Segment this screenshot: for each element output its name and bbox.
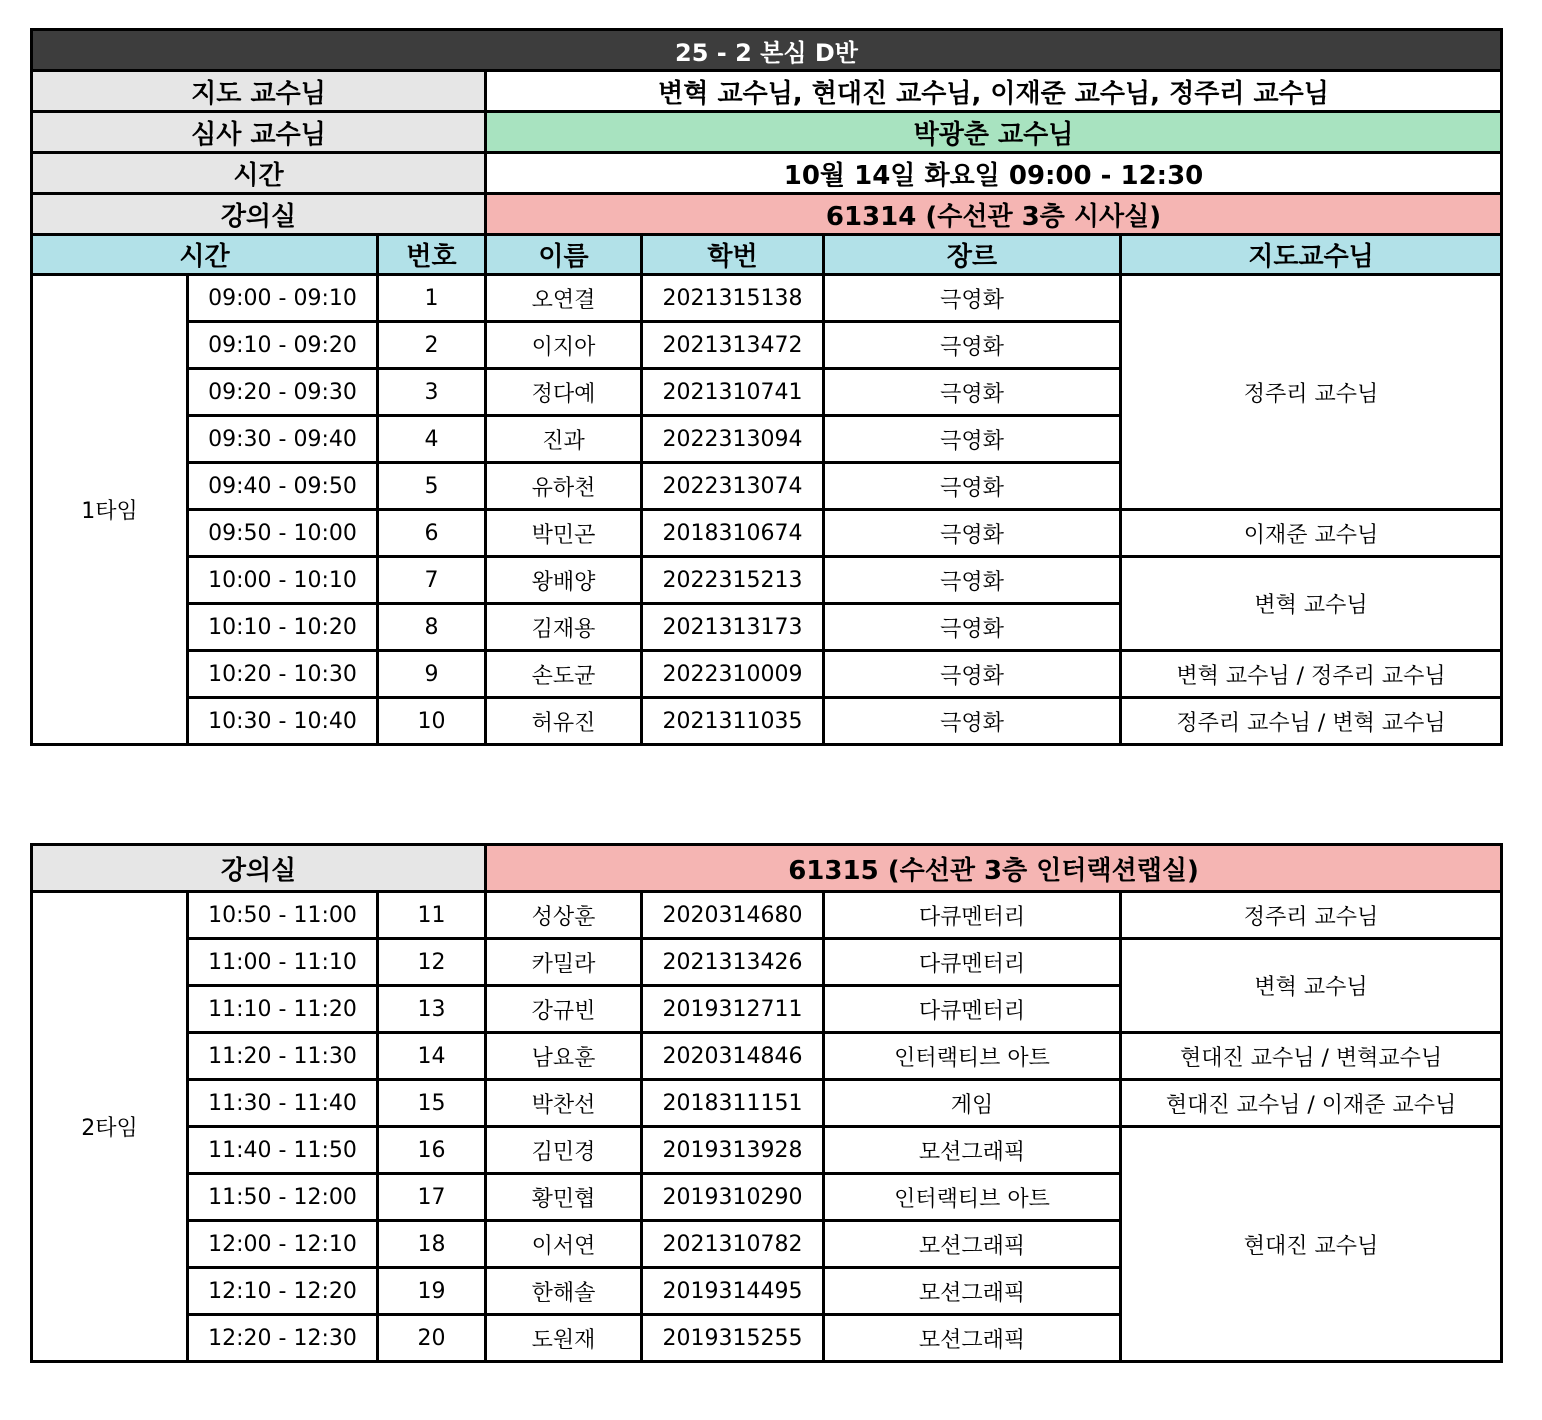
student-id: 2021311035 [642, 698, 824, 745]
presenter-name: 정다예 [486, 369, 642, 416]
column-header-number: 번호 [378, 235, 486, 275]
time-slot: 09:40 - 09:50 [188, 463, 378, 510]
presenter-number: 9 [378, 651, 486, 698]
presenter-number: 4 [378, 416, 486, 463]
genre: 극영화 [824, 416, 1121, 463]
presenter-number: 10 [378, 698, 486, 745]
presenter-number: 14 [378, 1033, 486, 1080]
room-label-2: 강의실 [32, 845, 486, 892]
presenter-number: 7 [378, 557, 486, 604]
time-slot: 11:30 - 11:40 [188, 1080, 378, 1127]
time-slot: 11:00 - 11:10 [188, 939, 378, 986]
genre: 다큐멘터리 [824, 986, 1121, 1033]
presenter-number: 12 [378, 939, 486, 986]
genre: 극영화 [824, 557, 1121, 604]
student-id: 2020314680 [642, 892, 824, 939]
presenter-name: 오연결 [486, 275, 642, 322]
time-slot: 09:00 - 09:10 [188, 275, 378, 322]
advisor-cell: 현대진 교수님 [1121, 1127, 1502, 1362]
page-title: 25 - 2 본심 D반 [32, 30, 1502, 71]
time-slot: 10:30 - 10:40 [188, 698, 378, 745]
presenter-name: 이서연 [486, 1221, 642, 1268]
presenter-number: 16 [378, 1127, 486, 1174]
presenter-number: 20 [378, 1315, 486, 1362]
presenter-number: 18 [378, 1221, 486, 1268]
presenter-number: 1 [378, 275, 486, 322]
genre: 모션그래픽 [824, 1315, 1121, 1362]
presenter-number: 3 [378, 369, 486, 416]
time-slot: 12:00 - 12:10 [188, 1221, 378, 1268]
genre: 모션그래픽 [824, 1127, 1121, 1174]
genre: 다큐멘터리 [824, 939, 1121, 986]
reviewer-value: 박광춘 교수님 [486, 112, 1502, 153]
time-slot: 11:20 - 11:30 [188, 1033, 378, 1080]
session-2-rows [32, 892, 1502, 1362]
presenter-name: 왕배양 [486, 557, 642, 604]
table-row [32, 892, 1502, 939]
student-id: 2019313928 [642, 1127, 824, 1174]
genre: 다큐멘터리 [824, 892, 1121, 939]
time-slot: 09:10 - 09:20 [188, 322, 378, 369]
table-row [32, 939, 1502, 986]
presenter-name: 한해솔 [486, 1268, 642, 1315]
table-row [32, 1033, 1502, 1080]
advisor-cell: 현대진 교수님 / 변혁교수님 [1121, 1033, 1502, 1080]
time-slot: 12:10 - 12:20 [188, 1268, 378, 1315]
time-label: 시간 [32, 153, 486, 194]
room-label: 강의실 [32, 194, 486, 235]
column-header-student-id: 학번 [642, 235, 824, 275]
time-slot: 10:10 - 10:20 [188, 604, 378, 651]
room-value: 61314 (수선관 3층 시사실) [486, 194, 1502, 235]
student-id: 2022313074 [642, 463, 824, 510]
advisors-value: 변혁 교수님, 현대진 교수님, 이재준 교수님, 정주리 교수님 [486, 71, 1502, 112]
genre: 극영화 [824, 604, 1121, 651]
presenter-name: 이지아 [486, 322, 642, 369]
time-slot: 09:30 - 09:40 [188, 416, 378, 463]
student-id: 2018310674 [642, 510, 824, 557]
room-value-2: 61315 (수선관 3층 인터랙션랩실) [486, 845, 1502, 892]
presenter-number: 11 [378, 892, 486, 939]
genre: 극영화 [824, 651, 1121, 698]
advisors-label: 지도 교수님 [32, 71, 486, 112]
presenter-number: 2 [378, 322, 486, 369]
presenter-number: 19 [378, 1268, 486, 1315]
table-row [32, 510, 1502, 557]
session-label: 1타임 [32, 275, 188, 745]
genre: 극영화 [824, 698, 1121, 745]
session-label: 2타임 [32, 892, 188, 1362]
student-id: 2018311151 [642, 1080, 824, 1127]
student-id: 2019310290 [642, 1174, 824, 1221]
genre: 극영화 [824, 510, 1121, 557]
schedule-table-session-1 [30, 28, 1503, 746]
student-id: 2021313426 [642, 939, 824, 986]
presenter-name: 진과 [486, 416, 642, 463]
genre: 인터랙티브 아트 [824, 1033, 1121, 1080]
presenter-name: 강규빈 [486, 986, 642, 1033]
student-id: 2022315213 [642, 557, 824, 604]
presenter-number: 15 [378, 1080, 486, 1127]
advisor-cell: 현대진 교수님 / 이재준 교수님 [1121, 1080, 1502, 1127]
time-slot: 09:20 - 09:30 [188, 369, 378, 416]
time-slot: 12:20 - 12:30 [188, 1315, 378, 1362]
advisor-cell: 변혁 교수님 [1121, 557, 1502, 651]
advisor-cell: 정주리 교수님 / 변혁 교수님 [1121, 698, 1502, 745]
presenter-name: 김재용 [486, 604, 642, 651]
presenter-name: 허유진 [486, 698, 642, 745]
time-slot: 10:50 - 11:00 [188, 892, 378, 939]
table-row [32, 698, 1502, 745]
genre: 모션그래픽 [824, 1221, 1121, 1268]
schedule-table-session-2 [30, 843, 1503, 1363]
student-id: 2019314495 [642, 1268, 824, 1315]
presenter-name: 김민경 [486, 1127, 642, 1174]
column-header-genre: 장르 [824, 235, 1121, 275]
table-row [32, 275, 1502, 322]
student-id: 2019312711 [642, 986, 824, 1033]
genre: 극영화 [824, 275, 1121, 322]
genre: 게임 [824, 1080, 1121, 1127]
table-row [32, 1080, 1502, 1127]
table-row [32, 1127, 1502, 1174]
reviewer-label: 심사 교수님 [32, 112, 486, 153]
time-slot: 11:40 - 11:50 [188, 1127, 378, 1174]
genre: 극영화 [824, 322, 1121, 369]
presenter-name: 박찬선 [486, 1080, 642, 1127]
student-id: 2022313094 [642, 416, 824, 463]
presenter-number: 6 [378, 510, 486, 557]
student-id: 2020314846 [642, 1033, 824, 1080]
presenter-name: 유하천 [486, 463, 642, 510]
student-id: 2022310009 [642, 651, 824, 698]
presenter-number: 5 [378, 463, 486, 510]
presenter-name: 황민협 [486, 1174, 642, 1221]
presenter-name: 손도균 [486, 651, 642, 698]
time-slot: 10:20 - 10:30 [188, 651, 378, 698]
table-row [32, 557, 1502, 604]
genre: 인터랙티브 아트 [824, 1174, 1121, 1221]
presenter-name: 남요훈 [486, 1033, 642, 1080]
student-id: 2021313472 [642, 322, 824, 369]
presenter-name: 성상훈 [486, 892, 642, 939]
student-id: 2019315255 [642, 1315, 824, 1362]
advisor-cell: 정주리 교수님 [1121, 892, 1502, 939]
student-id: 2021310782 [642, 1221, 824, 1268]
advisor-cell: 이재준 교수님 [1121, 510, 1502, 557]
time-slot: 11:50 - 12:00 [188, 1174, 378, 1221]
advisor-cell: 변혁 교수님 / 정주리 교수님 [1121, 651, 1502, 698]
student-id: 2021315138 [642, 275, 824, 322]
column-header-time: 시간 [32, 235, 378, 275]
genre: 극영화 [824, 369, 1121, 416]
advisor-cell: 변혁 교수님 [1121, 939, 1502, 1033]
genre: 모션그래픽 [824, 1268, 1121, 1315]
column-header-advisor: 지도교수님 [1121, 235, 1502, 275]
column-header-name: 이름 [486, 235, 642, 275]
presenter-number: 13 [378, 986, 486, 1033]
time-slot: 11:10 - 11:20 [188, 986, 378, 1033]
presenter-name: 박민곤 [486, 510, 642, 557]
session-1-rows [32, 275, 1502, 745]
time-slot: 09:50 - 10:00 [188, 510, 378, 557]
presenter-number: 17 [378, 1174, 486, 1221]
table-row [32, 651, 1502, 698]
genre: 극영화 [824, 463, 1121, 510]
time-slot: 10:00 - 10:10 [188, 557, 378, 604]
student-id: 2021310741 [642, 369, 824, 416]
student-id: 2021313173 [642, 604, 824, 651]
presenter-name: 도원재 [486, 1315, 642, 1362]
advisor-cell: 정주리 교수님 [1121, 275, 1502, 510]
presenter-number: 8 [378, 604, 486, 651]
time-value: 10월 14일 화요일 09:00 - 12:30 [486, 153, 1502, 194]
presenter-name: 카밀라 [486, 939, 642, 986]
